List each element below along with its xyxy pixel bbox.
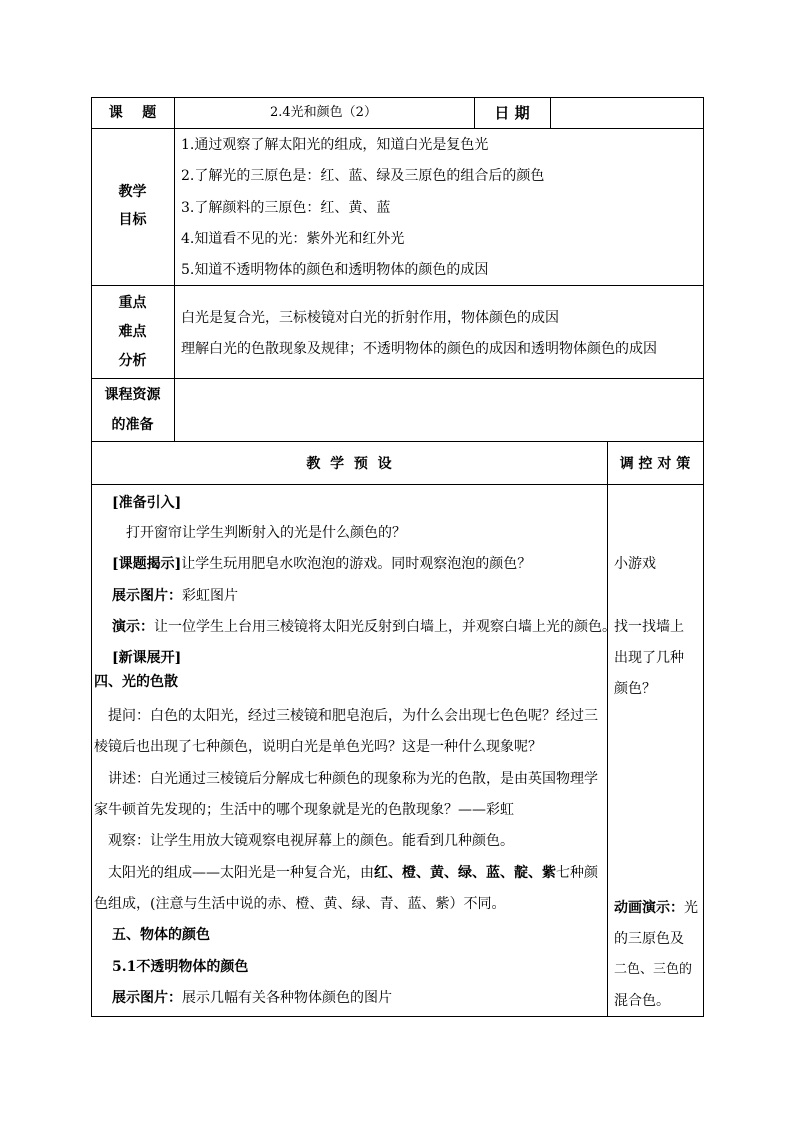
side-note-wall: 找一找墙上 bbox=[614, 619, 684, 635]
plan-header-main: 教 学 预 设 bbox=[306, 456, 392, 472]
objectives-label: 教学 目标 bbox=[118, 184, 147, 228]
prep-text: 打开窗帘让学生判断射入的光是什么颜色的？ bbox=[126, 525, 406, 541]
section-4-title: 四、光的色散 bbox=[94, 674, 178, 690]
topic-value: 2.4光和颜色（2） bbox=[270, 105, 377, 120]
show-image-line: 展示图片：彩虹图片 bbox=[112, 588, 238, 604]
plan-header-side: 调 控 对 策 bbox=[619, 456, 691, 472]
objective-item: 3.了解颜料的三原色：红、黄、蓝 bbox=[181, 200, 391, 216]
explain-line: 家牛顿首先发现的；生活中的哪个现象就是光的色散现象？——彩虹 bbox=[94, 802, 514, 818]
topic-label: 课 题 bbox=[108, 105, 157, 121]
question-line: 提问：白色的太阳光，经过三棱镜和肥皂泡后，为什么会出现七色色呢？经过三 bbox=[108, 708, 598, 724]
sunlight-line: 色组成，(注意与生活中说的赤、橙、黄、绿、青、蓝、紫）不同。 bbox=[94, 896, 506, 912]
date-label: 日 期 bbox=[494, 104, 530, 122]
side-note-wall: 颜色？ bbox=[614, 681, 656, 697]
prep-heading: [准备引入] bbox=[112, 495, 182, 511]
side-note-game: 小游戏 bbox=[614, 556, 656, 572]
show-image-line: 展示图片：展示几幅有关各种物体颜色的图片 bbox=[112, 990, 392, 1006]
side-note-animation: 二色、三色的 bbox=[614, 962, 693, 977]
side-note-wall: 出现了几种 bbox=[614, 650, 684, 666]
sunlight-line: 太阳光的组成——太阳光是一种复合光，由红、橙、黄、绿、蓝、靛、紫七种颜 bbox=[108, 865, 598, 881]
objective-item: 4.知道看不见的光：紫外光和红外光 bbox=[181, 231, 405, 247]
keypoint-line: 理解白光的色散现象及规律；不透明物体的颜色的成因和透明物体颜色的成因 bbox=[181, 341, 657, 357]
side-note-animation: 的三原色及 bbox=[614, 931, 684, 947]
resources-label: 课程资源 的准备 bbox=[104, 387, 161, 433]
objective-item: 1.通过观察了解太阳光的组成，知道白光是复色光 bbox=[181, 137, 489, 153]
reveal-heading: [课题揭示] bbox=[112, 556, 182, 572]
side-note-animation: 动画演示：光 bbox=[614, 900, 698, 916]
observe-line: 观察：让学生用放大镜观察电视屏幕上的颜色。能看到几种颜色。 bbox=[108, 833, 514, 849]
keypoint-line: 白光是复合光，三标棱镜对白光的折射作用，物体颜色的成因 bbox=[181, 310, 559, 326]
side-note-animation: 混合色。 bbox=[614, 993, 670, 1009]
explain-line: 讲述：白光通过三棱镜后分解成七种颜色的现象称为光的色散，是由英国物理学 bbox=[108, 771, 598, 787]
objective-item: 5.知道不透明物体的颜色和透明物体的颜色的成因 bbox=[181, 262, 489, 278]
section-5-title: 五、物体的颜色 bbox=[112, 927, 210, 943]
question-line: 棱镜后也出现了七种颜色，说明白光是单色光吗？这是一种什么现象呢？ bbox=[94, 739, 542, 755]
new-lesson-heading: [新课展开] bbox=[112, 650, 182, 666]
objective-item: 2.了解光的三原色是：红、蓝、绿及三原色的组合后的颜色 bbox=[181, 168, 545, 184]
demo-line: 演示：让一位学生上台用三棱镜将太阳光反射到白墙上，并观察白墙上光的颜色。 bbox=[112, 619, 616, 635]
keypoints-label: 重点 难点 分析 bbox=[118, 295, 147, 369]
section-5-1-title: 5.1不透明物体的颜色 bbox=[112, 959, 249, 975]
reveal-line bbox=[112, 555, 531, 573]
reveal-text: 让学生玩用肥皂水吹泡泡的游戏。同时观察泡泡的颜色？ bbox=[181, 556, 532, 572]
